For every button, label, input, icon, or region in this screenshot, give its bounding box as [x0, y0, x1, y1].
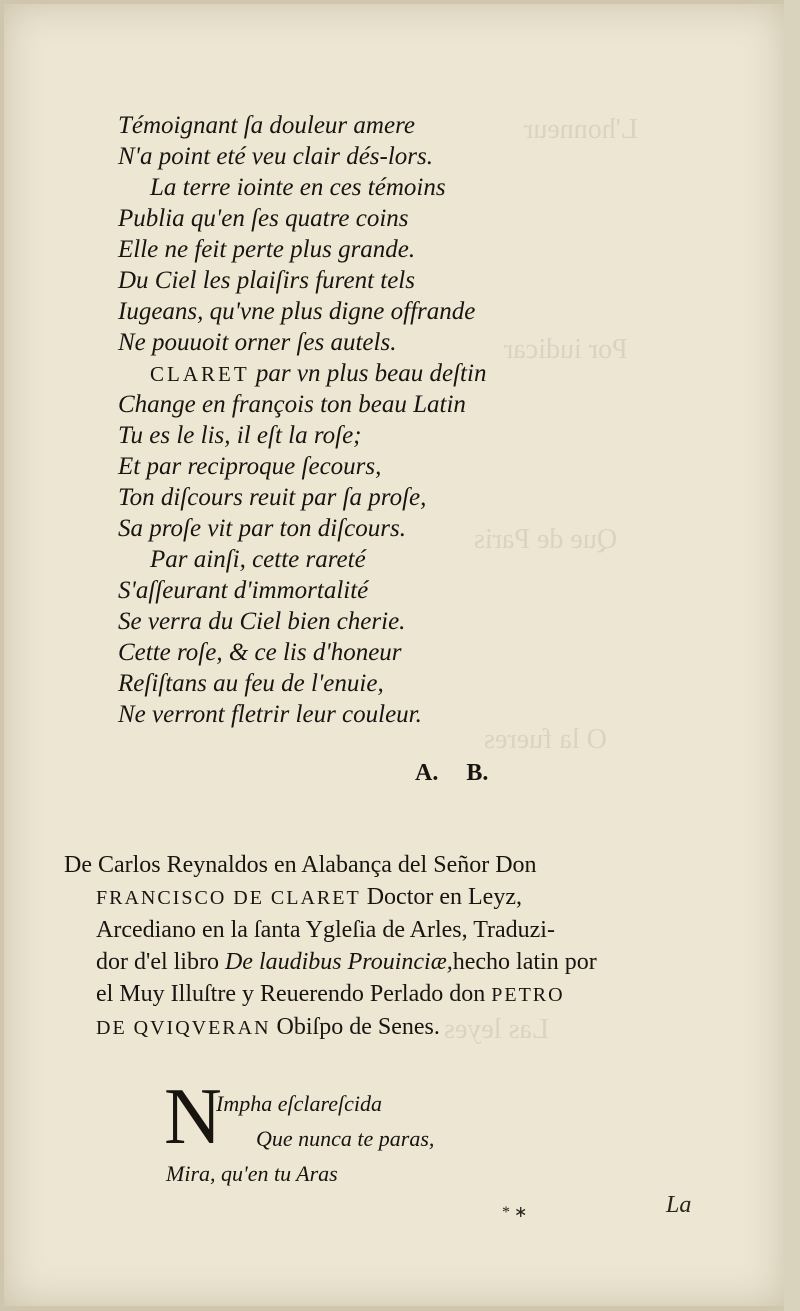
poem-line: Ne pouuoit orner ſes autels. — [118, 329, 397, 356]
poem-line: Du Ciel les plaiſirs furent tels — [118, 267, 415, 294]
page-edge — [784, 0, 800, 1311]
heading-text: hecho latin por — [452, 949, 597, 975]
book-title-italic: De laudibus Prouinciæ, — [224, 949, 453, 975]
poem-line: Se verra du Ciel bien cherie. — [118, 608, 406, 635]
bleed-through-text: Que de Paris — [474, 524, 618, 555]
bleed-through-text: Las leyes — [444, 1014, 549, 1045]
poem-line: Et par reciproque ſecours, — [118, 453, 382, 480]
heading-line: Arcediano en la ſanta Ygleſia de Arles, Traduzi- — [96, 917, 555, 943]
poem-line: S'aſſeurant d'immortalité — [118, 577, 369, 604]
heading-small-caps: FRANCISCO DE CLARET — [96, 887, 361, 909]
bleed-through-text: O la fueres — [484, 724, 607, 755]
poem-line: Publia qu'en ſes quatre coins — [118, 205, 409, 232]
heading-line — [64, 978, 714, 1011]
poem-line: Change en françois ton beau Latin — [118, 391, 466, 418]
poem-line: La terre iointe en ces témoins — [150, 174, 446, 201]
heading-small-caps: DE QVIQVERAN — [96, 1017, 271, 1039]
poem-line — [118, 358, 638, 389]
heading-line — [64, 1011, 714, 1044]
poem-line: Par ainſi, cette rareté — [150, 546, 366, 573]
poem-line: Témoignant ſa douleur amere — [118, 112, 415, 139]
poem-line: N'a point eté veu clair dés-lors. — [118, 143, 434, 170]
drop-cap-letter: N — [164, 1073, 222, 1161]
stanza-line: Impha eſclareſcida — [216, 1091, 382, 1116]
poem-line: Elle ne feit perte plus grande. — [118, 236, 416, 263]
french-poem — [118, 110, 638, 730]
heading-text: Doctor en Leyz, — [366, 884, 522, 910]
poem-line: Iugeans, qu'vne plus digne offrande — [118, 298, 476, 325]
poem-line: Reſiſtans au feu de l'enuie, — [118, 670, 384, 697]
bleed-through-text: L'honneur — [524, 114, 638, 145]
poem-signature: A. B. — [415, 760, 489, 786]
signature-mark: * ∗ — [502, 1204, 528, 1221]
heading-text: Obiſpo de Senes. — [276, 1014, 440, 1040]
heading-line: De Carlos Reynaldos en Alabança del Señor Don — [64, 852, 537, 878]
stanza-line: Mira, qu'en tu Aras — [166, 1161, 338, 1186]
catchword: La — [666, 1192, 692, 1218]
heading-line — [64, 946, 714, 978]
book-page — [4, 4, 784, 1306]
heading-text: dor d'el libro — [96, 949, 219, 975]
poem-line: Tu es le lis, il eſt la roſe; — [118, 422, 362, 449]
poem-line: Cette roſe, & ce lis d'honeur — [118, 639, 402, 666]
heading-line — [64, 881, 714, 914]
bleed-through-text: Por iudicar — [504, 334, 628, 365]
heading-small-caps: PETRO — [491, 984, 565, 1006]
poem-line: Ne verront fletrir leur couleur. — [118, 701, 422, 728]
stanza-line: Que nunca te paras, — [256, 1126, 435, 1151]
poem-line: Sa proſe vit par ton diſcours. — [118, 515, 406, 542]
claret-small-caps: CLARET — [150, 362, 250, 386]
poem-line-text: par vn plus beau deſtin — [255, 360, 487, 387]
poem-line: Ton diſcours reuit par ſa proſe, — [118, 484, 427, 511]
heading-text: el Muy Illuſtre y Reuerendo Perlado don — [96, 981, 486, 1007]
spanish-heading — [64, 849, 714, 1044]
